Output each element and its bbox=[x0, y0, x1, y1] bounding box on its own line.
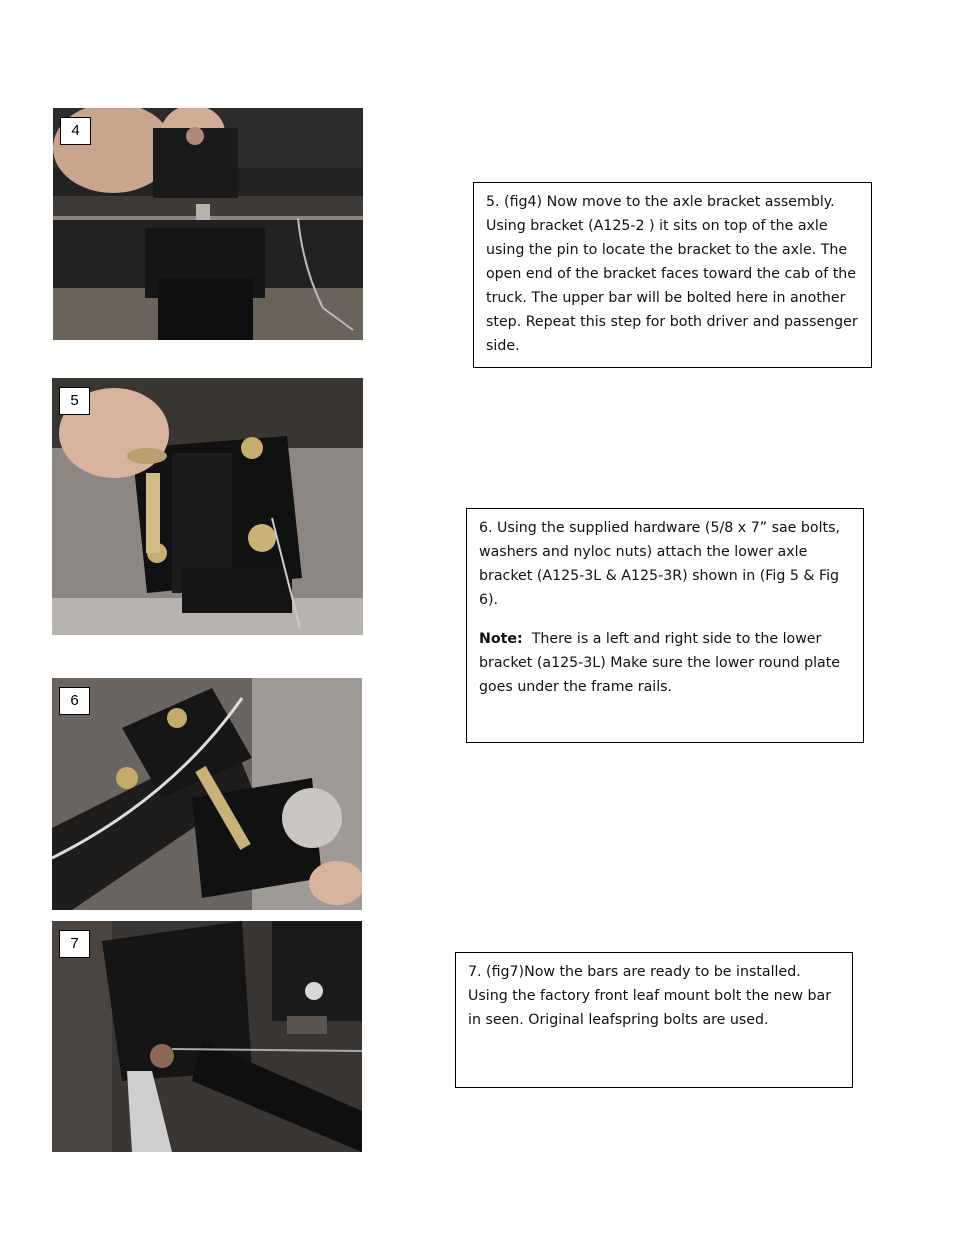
step-6-text: 6. Using the supplied hardware (5/8 x 7” sae bolts, washers and nyloc nuts) attach the lower axle bracket (A125-3L & A125-3R) shown in (Fig 5 & Fig 6). bbox=[479, 520, 841, 608]
step-7-text: 7. (fig7)Now the bars are ready to be installed. Using the factory front leaf mount bolt the new bar in seen. Original leafspring bolts are used. bbox=[468, 964, 832, 1028]
figure-5-label: 5 bbox=[59, 387, 90, 415]
step-6-note bbox=[479, 627, 851, 699]
figure-5-photo bbox=[52, 378, 363, 635]
note-text: There is a left and right side to the lower bracket (a125-3L) Make sure the lower round plate goes under the frame rails. bbox=[479, 631, 840, 695]
step-5-text: 5. (fig4) Now move to the axle bracket assembly. Using bracket (A125-2 ) it sits on top of the axle using the pin to locate the bracket to the axle. The open end of the bracket faces toward the cab of the truck. The upper bar will be bolted here in another step. Repeat this step for both driver and passenger side. bbox=[486, 194, 858, 354]
figure-4-image bbox=[53, 108, 363, 340]
figure-5-image bbox=[52, 378, 363, 635]
figure-7-label: 7 bbox=[59, 930, 90, 958]
step-6-box bbox=[466, 508, 864, 743]
figure-6-image bbox=[52, 678, 362, 910]
figure-7-photo bbox=[52, 921, 362, 1152]
figure-7-image bbox=[52, 921, 362, 1152]
figure-6-label: 6 bbox=[59, 687, 90, 715]
figure-4-photo bbox=[53, 108, 363, 340]
figure-6-photo bbox=[52, 678, 362, 910]
note-label: Note: bbox=[479, 631, 523, 647]
figure-4-label: 4 bbox=[60, 117, 91, 145]
step-5-box bbox=[473, 182, 872, 368]
step-7-box bbox=[455, 952, 853, 1088]
